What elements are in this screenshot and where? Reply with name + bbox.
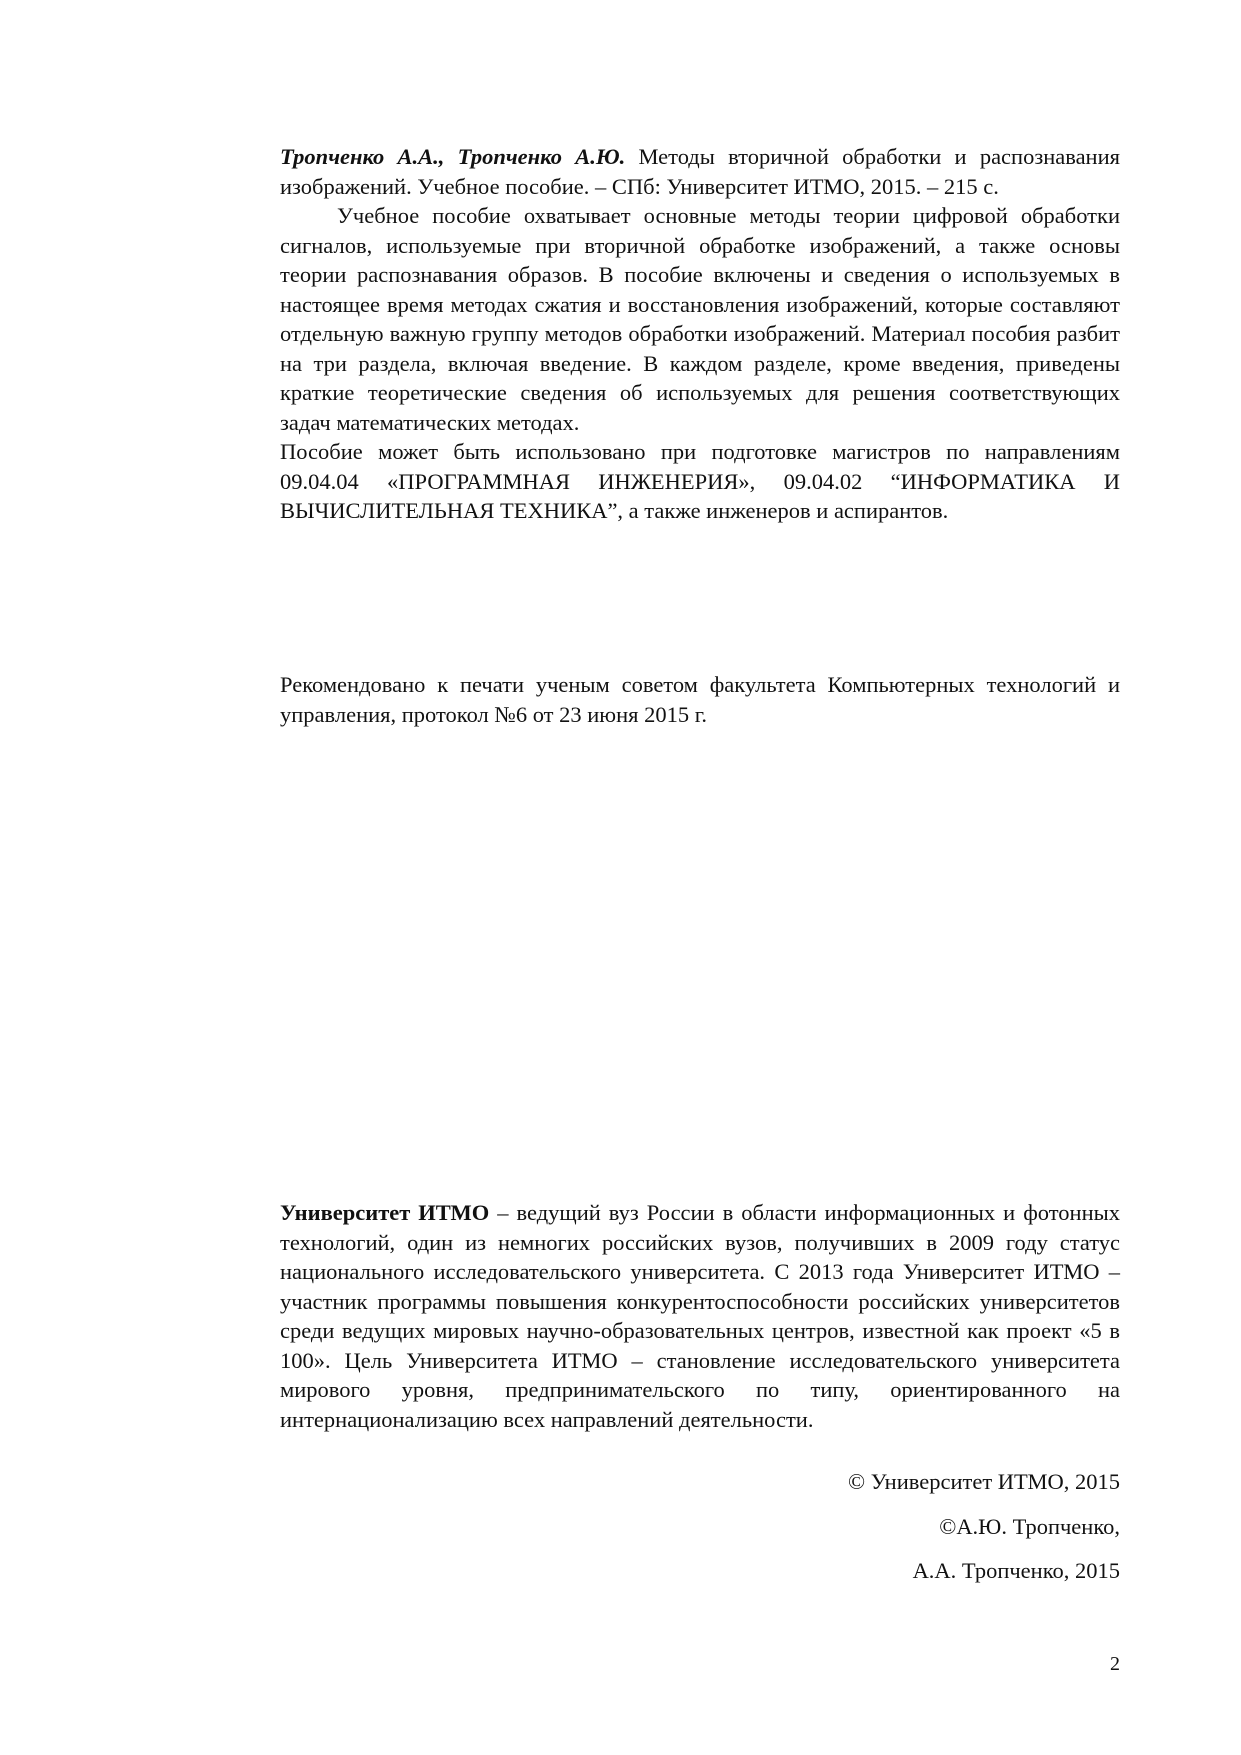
bibliographic-section: [280, 142, 1120, 526]
copyright-author-1: ©А.Ю. Тропченко,: [939, 1513, 1120, 1539]
copyright-block: [280, 1467, 1120, 1601]
abstract-paragraph: Учебное пособие охватывает основные методы теории цифровой обработки сигналов, используемые при вторичной обработке изображений, а также основы теории распознавания образов. В пособие включены и сведения о используемых в настоящее время методах сжатия и восстановления изображений, которые составляют отдельную важную группу методов обработки изображений. Материал пособия разбит на три раздела, включая введение. В каждом разделе, кроме введения, приведены краткие теоретические сведения об используемых для решения соответствующих задач математических методах.: [280, 203, 1120, 435]
copyright-author-2: А.А. Тропченко, 2015: [912, 1558, 1120, 1583]
book-reference: Методы вторичной обработки и распознавания изображений. Учебное пособие. – СПб: Университет ИТМО, 2015. – 215 с.: [280, 144, 1120, 199]
bibliographic-reference: [280, 142, 1120, 201]
usage-paragraph: Пособие может быть использовано при подготовке магистров по направлениям 09.04.04 «ПРОГРАММНАЯ ИНЖЕНЕРИЯ», 09.04.02 “ИНФОРМАТИКА И ВЫЧИСЛИТЕЛЬНАЯ ТЕХНИКА”, а также инженеров и аспирантов.: [280, 439, 1120, 523]
recommendation-text: Рекомендовано к печати ученым советом факультета Компьютерных технологий и управления, протокол №6 от 23 июня 2015 г.: [280, 672, 1120, 727]
page-number: 2: [1110, 1653, 1120, 1675]
university-name: Университет ИТМО: [280, 1200, 490, 1225]
authors: Тропченко А.А., Тропченко А.Ю.: [280, 144, 626, 169]
university-paragraph: [280, 1198, 1120, 1434]
copyright-university: © Университет ИТМО, 2015: [848, 1469, 1120, 1494]
university-section: [280, 1198, 1120, 1434]
recommendation-section: [280, 670, 1120, 729]
university-description: – ведущий вуз России в области информационных и фотонных технологий, один из немногих российских вузов, получивших в 2009 году статус национального исследовательского университета. С 2013 года Университет ИТМО – участник программы повышения конкурентоспособности российских университетов среди ведущих мировых научно-образовательных центров, известной как проект «5 в 100». Цель Университета ИТМО – становление исследовательского университета мирового уровня, предпринимательского по типу, ориентированного на интернационализацию всех направлений деятельности.: [280, 1200, 1120, 1432]
